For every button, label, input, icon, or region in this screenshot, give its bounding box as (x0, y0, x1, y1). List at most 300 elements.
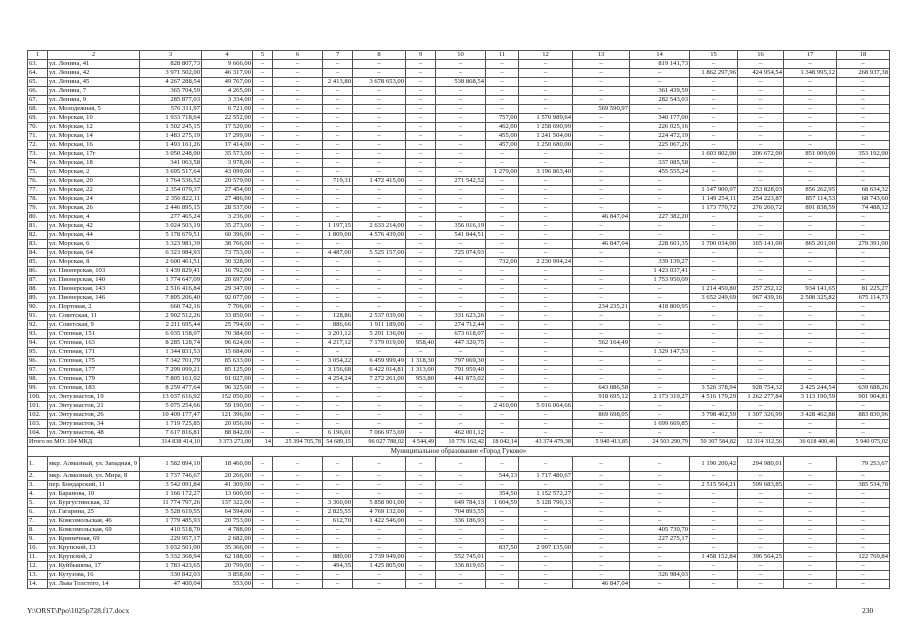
table-cell: – (690, 123, 738, 132)
table-cell: – (323, 87, 353, 96)
table-cell: ул. Портовая, 2 (48, 303, 140, 312)
table-cell: – (353, 240, 406, 249)
table-cell: – (573, 375, 630, 384)
table-cell: 1 699 669,85 (630, 420, 690, 429)
table-cell: – (273, 177, 323, 186)
table-cell: – (837, 348, 890, 357)
table-cell: – (436, 195, 486, 204)
table-cell: 36 618 400,46 (784, 438, 837, 447)
table-cell: – (353, 411, 406, 420)
table-cell: – (253, 517, 273, 526)
table-cell: 1 348 995,12 (784, 69, 837, 78)
table-cell: 1 250 680,00 (519, 141, 573, 150)
table-cell: – (406, 384, 436, 393)
table-cell: – (253, 78, 273, 87)
table-cell: 2 (48, 51, 140, 60)
table-cell: – (273, 393, 323, 402)
table-cell: 254 223,87 (738, 195, 784, 204)
table-cell: – (486, 276, 519, 285)
table-cell: 277 465,24 (140, 213, 202, 222)
table-cell: ул. Степная, 163 (48, 339, 140, 348)
table-cell: Муниципальное образование «Город Гуково» (28, 447, 890, 457)
table-cell: – (406, 303, 436, 312)
table-cell: ул. Морская, 64 (48, 249, 140, 258)
table-cell: – (323, 195, 353, 204)
table-cell: 72. (28, 141, 48, 150)
table-cell: – (690, 87, 738, 96)
table-cell: 2 173 319,27 (630, 393, 690, 402)
table-cell: 3 971 502,00 (140, 69, 202, 78)
table-row (28, 580, 890, 589)
table-cell: 98. (28, 375, 48, 384)
table-cell: 10. (28, 544, 48, 553)
table-cell: 10 409 177,47 (140, 411, 202, 420)
table-row (28, 105, 890, 114)
table-cell: 224 472,19 (630, 132, 690, 141)
table-cell: 886,66 (323, 321, 353, 330)
table-cell: – (436, 544, 486, 553)
table-cell: 1 458 152,84 (690, 553, 738, 562)
table-cell: 2 633 214,00 (353, 222, 406, 231)
table-cell: – (784, 535, 837, 544)
table-cell: – (837, 420, 890, 429)
table-cell: ул. Морская, 2 (48, 168, 140, 177)
table-cell: – (436, 303, 486, 312)
table-cell: 91 027,00 (202, 375, 253, 384)
table-cell: 326 984,03 (630, 571, 690, 580)
table-cell: – (406, 132, 436, 141)
table-cell: – (573, 204, 630, 213)
table-row (28, 384, 890, 393)
table-cell: 837,50 (486, 544, 519, 553)
table-cell: – (406, 348, 436, 357)
column-number-header-row (28, 51, 890, 60)
table-cell: – (406, 231, 436, 240)
table-cell: 20 697,00 (202, 276, 253, 285)
table-cell: – (273, 366, 323, 375)
table-cell: – (519, 553, 573, 562)
table-cell: 46 847,04 (573, 213, 630, 222)
table-cell: – (353, 472, 406, 481)
table-cell: – (323, 294, 353, 303)
table-cell: 2 211 695,44 (140, 321, 202, 330)
table-cell: – (837, 168, 890, 177)
table-cell: 100. (28, 393, 48, 402)
table-cell: 35 573,00 (202, 150, 253, 159)
table-cell: 30 328,00 (202, 258, 253, 267)
table-cell: – (573, 499, 630, 508)
table-cell: 86. (28, 267, 48, 276)
table-cell: – (436, 60, 486, 69)
table-cell: – (486, 303, 519, 312)
table-cell: – (436, 457, 486, 472)
table-cell: – (406, 330, 436, 339)
table-cell: – (436, 411, 486, 420)
table-cell: ул. Энтузиастов, 21 (48, 402, 140, 411)
table-cell: – (323, 420, 353, 429)
table-cell: 65. (28, 78, 48, 87)
table-cell: – (253, 375, 273, 384)
table-cell: – (486, 159, 519, 168)
table-cell: 1 582 894,10 (140, 457, 202, 472)
table-cell: 3 652 249,69 (690, 294, 738, 303)
table-cell: – (436, 535, 486, 544)
table-row (28, 535, 890, 544)
table-cell: – (406, 60, 436, 69)
table-cell: – (573, 231, 630, 240)
table-cell: 7 342 701,79 (140, 357, 202, 366)
table-cell: 3 201,12 (323, 330, 353, 339)
table-cell: – (486, 420, 519, 429)
table-cell: 455 555,24 (630, 168, 690, 177)
table-cell: 82. (28, 231, 48, 240)
table-cell: – (406, 580, 436, 589)
table-cell: – (273, 580, 323, 589)
table-cell: – (738, 177, 784, 186)
table-cell: – (784, 105, 837, 114)
table-cell: 3 024 503,19 (140, 222, 202, 231)
table-cell: – (486, 96, 519, 105)
table-cell: 17 (784, 51, 837, 60)
table-cell: – (273, 481, 323, 490)
table-cell: 4 576 439,00 (353, 231, 406, 240)
table-cell: – (690, 267, 738, 276)
table-cell: – (436, 87, 486, 96)
table-cell: ул. Морская, 20 (48, 177, 140, 186)
table-cell: 165 141,00 (738, 240, 784, 249)
table-cell: – (573, 249, 630, 258)
table-row (28, 499, 890, 508)
table-cell: 1 307 326,99 (738, 411, 784, 420)
table-cell: 95. (28, 348, 48, 357)
table-cell: – (738, 276, 784, 285)
table-cell: – (486, 249, 519, 258)
table-cell: – (323, 490, 353, 499)
table-cell: – (630, 472, 690, 481)
table-cell: – (406, 526, 436, 535)
table-cell: – (784, 213, 837, 222)
table-cell: – (486, 231, 519, 240)
table-cell: – (630, 366, 690, 375)
table-cell: – (738, 348, 784, 357)
total-row (28, 438, 890, 447)
table-cell: – (323, 481, 353, 490)
table-cell: 336 819,65 (436, 562, 486, 571)
table-cell: – (837, 402, 890, 411)
table-cell: – (486, 384, 519, 393)
table-cell: 92. (28, 321, 48, 330)
table-cell: 4 788,00 (202, 526, 253, 535)
table-cell: – (353, 150, 406, 159)
table-cell: – (323, 276, 353, 285)
table-cell: – (573, 276, 630, 285)
table-cell: ул. Льва Толстого, 14 (48, 580, 140, 589)
table-cell: 18 460,00 (202, 457, 253, 472)
table-cell: – (573, 472, 630, 481)
table-cell: 5. (28, 499, 48, 508)
table-cell: 8 (353, 51, 406, 60)
table-cell: 791 959,40 (436, 366, 486, 375)
table-cell: – (486, 526, 519, 535)
table-cell: 3 050 248,00 (140, 150, 202, 159)
table-cell: – (573, 222, 630, 231)
table-cell: 341 063,58 (140, 159, 202, 168)
table-cell: – (353, 168, 406, 177)
table-cell: – (519, 204, 573, 213)
table-cell: – (837, 159, 890, 168)
table-row (28, 348, 890, 357)
table-cell: – (273, 429, 323, 438)
table-cell: – (784, 123, 837, 132)
table-cell: – (738, 312, 784, 321)
table-cell: – (573, 114, 630, 123)
table-cell: – (273, 375, 323, 384)
table-cell: – (519, 294, 573, 303)
table-cell: 282 543,03 (630, 96, 690, 105)
table-cell: – (690, 231, 738, 240)
table-cell: – (519, 159, 573, 168)
table-cell: – (519, 375, 573, 384)
table-cell: – (837, 87, 890, 96)
table-cell: 331 623,26 (436, 312, 486, 321)
table-cell: – (519, 249, 573, 258)
table-cell: – (837, 60, 890, 69)
table-cell: 77. (28, 186, 48, 195)
table-cell: 46 847,04 (573, 240, 630, 249)
table-row (28, 508, 890, 517)
table-cell: 12. (28, 562, 48, 571)
table-row (28, 393, 890, 402)
table-cell: – (253, 330, 273, 339)
table-cell: – (519, 429, 573, 438)
table-cell: – (519, 384, 573, 393)
table-cell: – (406, 517, 436, 526)
table-cell: – (406, 249, 436, 258)
table-cell: 6 323 984,93 (140, 249, 202, 258)
table-cell: 97. (28, 366, 48, 375)
table-cell: ул. Степная, 175 (48, 357, 140, 366)
table-cell: 6 035 158,07 (140, 330, 202, 339)
table-cell: 101. (28, 402, 48, 411)
table-cell: 353 192,00 (837, 150, 890, 159)
table-cell: – (738, 60, 784, 69)
table-cell: 660 742,16 (140, 303, 202, 312)
table-cell: – (738, 321, 784, 330)
table-row (28, 132, 890, 141)
table-cell: – (519, 186, 573, 195)
table-cell: – (837, 132, 890, 141)
table-cell: – (273, 384, 323, 393)
table-cell: 1 422 546,00 (353, 517, 406, 526)
table-cell: – (323, 402, 353, 411)
table-cell: – (690, 348, 738, 357)
table-cell: – (323, 393, 353, 402)
table-cell: – (573, 526, 630, 535)
table-cell: – (784, 481, 837, 490)
table-cell: – (273, 553, 323, 562)
table-cell: – (253, 384, 273, 393)
table-cell: – (353, 69, 406, 78)
table-cell: – (436, 204, 486, 213)
table-cell: – (738, 375, 784, 384)
table-cell: – (837, 276, 890, 285)
table-cell: 91. (28, 312, 48, 321)
table-cell: ул. Пионерская, 146 (48, 294, 140, 303)
table-cell: ул. Морская, 42 (48, 222, 140, 231)
table-cell: – (573, 420, 630, 429)
table-cell: – (519, 195, 573, 204)
table-cell: ул. Морская, 22 (48, 186, 140, 195)
table-row (28, 222, 890, 231)
table-row (28, 562, 890, 571)
table-cell: 70. (28, 123, 48, 132)
table-row (28, 339, 890, 348)
data-table-container (27, 50, 888, 589)
table-cell: ул. Морская, 26 (48, 204, 140, 213)
table-cell: 12 314 312,56 (738, 438, 784, 447)
table-cell: 337 085,58 (630, 159, 690, 168)
table-cell: 17 299,00 (202, 132, 253, 141)
table-cell: 4 544,49 (406, 438, 436, 447)
table-cell: 18 (837, 51, 890, 60)
table-row (28, 240, 890, 249)
table-cell: 43 099,00 (202, 168, 253, 177)
table-cell: – (573, 60, 630, 69)
table-cell: – (784, 562, 837, 571)
table-cell: 25 394 705,78 (273, 438, 323, 447)
table-cell: 71. (28, 132, 48, 141)
table-cell: – (630, 411, 690, 420)
table-cell: – (406, 123, 436, 132)
table-cell: – (436, 571, 486, 580)
table-cell: 3 113 190,59 (784, 393, 837, 402)
table-cell: – (353, 294, 406, 303)
data-table (27, 50, 890, 589)
table-cell: 541 844,51 (436, 231, 486, 240)
table-cell: – (436, 285, 486, 294)
table-cell: – (738, 141, 784, 150)
table-cell: 225 067,26 (630, 141, 690, 150)
table-cell: 253 828,03 (738, 186, 784, 195)
table-cell: – (353, 276, 406, 285)
table-cell: – (630, 294, 690, 303)
table-cell: 257 252,12 (738, 285, 784, 294)
table-cell: – (784, 312, 837, 321)
table-cell: 891 838,59 (784, 204, 837, 213)
table-cell: – (519, 457, 573, 472)
table-cell: 41 309,00 (202, 481, 253, 490)
table-cell: – (738, 123, 784, 132)
table-cell: 5 128 790,13 (519, 499, 573, 508)
table-cell: 5 858 901,00 (353, 499, 406, 508)
table-cell: – (738, 213, 784, 222)
table-cell: – (519, 481, 573, 490)
table-cell: 121 396,00 (202, 411, 253, 420)
table-cell: – (436, 580, 486, 589)
table-cell: – (784, 276, 837, 285)
table-cell: – (406, 393, 436, 402)
table-cell: 673 618,07 (436, 330, 486, 339)
table-cell: 5 525 157,00 (353, 249, 406, 258)
table-cell: – (784, 571, 837, 580)
table-cell: – (253, 114, 273, 123)
table-cell: 83. (28, 240, 48, 249)
table-cell: – (837, 472, 890, 481)
table-cell: ул. Энтузиастов, 26 (48, 411, 140, 420)
table-cell: – (323, 348, 353, 357)
table-cell: – (436, 267, 486, 276)
table-cell: – (273, 339, 323, 348)
table-cell: – (406, 321, 436, 330)
table-cell: 1 862 297,96 (690, 69, 738, 78)
table-row (28, 366, 890, 375)
table-cell: 2 410,00 (486, 402, 519, 411)
table-cell: 2 425 244,54 (784, 384, 837, 393)
table-cell: – (837, 312, 890, 321)
table-cell: – (837, 375, 890, 384)
table-cell: 3 798 462,59 (690, 411, 738, 420)
table-cell: – (486, 150, 519, 159)
table-cell: 1 423 037,41 (630, 267, 690, 276)
table-cell: – (253, 553, 273, 562)
table-cell: – (738, 114, 784, 123)
table-cell: – (486, 348, 519, 357)
table-cell: – (323, 60, 353, 69)
table-cell: – (253, 159, 273, 168)
table-cell: – (573, 544, 630, 553)
table-cell: – (519, 267, 573, 276)
table-cell: – (253, 580, 273, 589)
table-cell: – (486, 481, 519, 490)
table-cell: – (253, 150, 273, 159)
table-row (28, 490, 890, 499)
table-cell: – (273, 526, 323, 535)
table-cell: 6 422 014,81 (353, 366, 406, 375)
table-cell: – (690, 114, 738, 123)
table-row (28, 60, 890, 69)
table-cell: 2 230 994,24 (519, 258, 573, 267)
table-cell: – (436, 150, 486, 159)
table-cell: 7 706,00 (202, 303, 253, 312)
table-cell: – (253, 535, 273, 544)
table-cell: – (784, 357, 837, 366)
table-cell: 22 552,00 (202, 114, 253, 123)
table-cell: 47 400,04 (140, 580, 202, 589)
table-cell: – (273, 411, 323, 420)
table-cell: 78. (28, 195, 48, 204)
table-cell: 87. (28, 276, 48, 285)
table-cell: 59 190,00 (202, 402, 253, 411)
table-cell: – (353, 213, 406, 222)
table-cell: – (273, 267, 323, 276)
table-cell: – (690, 222, 738, 231)
table-cell: – (486, 357, 519, 366)
table-cell: 73 753,00 (202, 249, 253, 258)
table-cell: – (573, 348, 630, 357)
table-row (28, 114, 890, 123)
table-cell: – (273, 472, 323, 481)
table-cell: – (273, 276, 323, 285)
table-cell: – (253, 321, 273, 330)
table-cell: 268 937,38 (837, 69, 890, 78)
table-cell: 1 719 725,85 (140, 420, 202, 429)
table-row (28, 517, 890, 526)
table-cell: – (486, 321, 519, 330)
table-cell: 5 075 254,66 (140, 402, 202, 411)
table-cell: – (323, 285, 353, 294)
table-cell: – (784, 553, 837, 562)
table-cell: – (273, 141, 323, 150)
